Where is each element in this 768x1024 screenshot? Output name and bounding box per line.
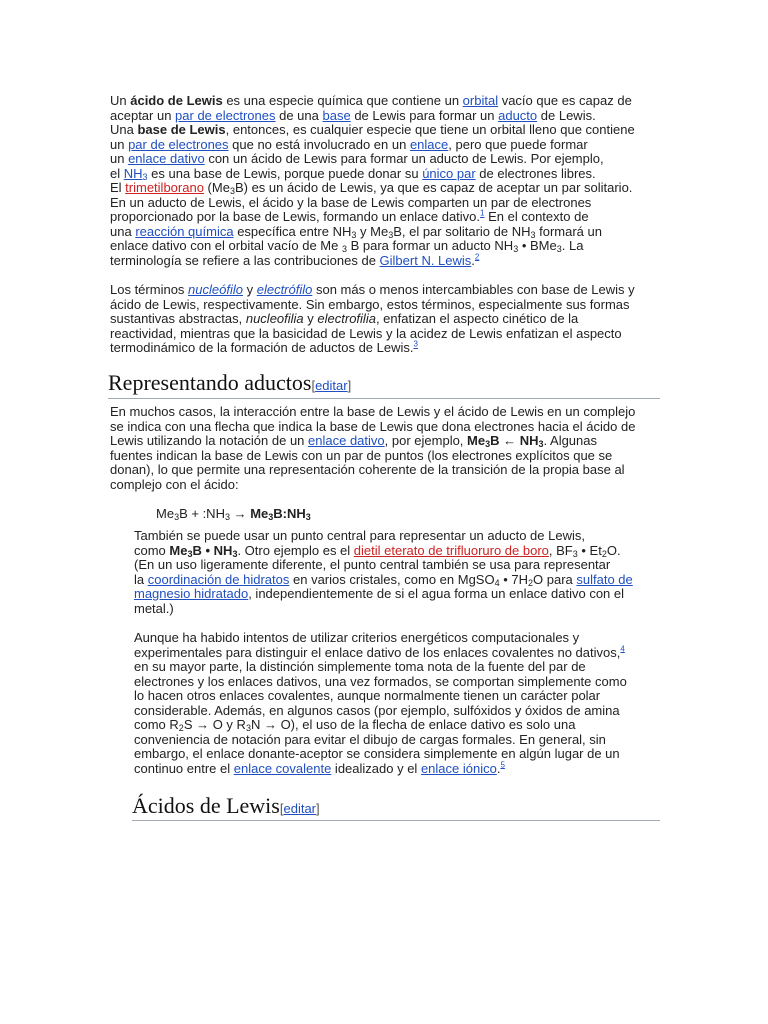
link-enlace-ionico[interactable]: enlace iónico [420, 760, 497, 776]
reference-4[interactable]: 4 [620, 644, 625, 654]
text-line: electrones y los enlaces dativos, una vez formados, se comportan simplemente como [134, 673, 627, 689]
link-par-de-electrones-2[interactable]: par de electrones [128, 136, 229, 152]
link-sulfato-de-magnesio[interactable]: sulfato de [576, 571, 633, 587]
text-line: enlace dativo con el orbital vacío de Me $_3$ B para formar un aducto $NH_3$ • BMe$_3$. La [110, 238, 584, 254]
text-line: fuentes indican la base de Lewis con un par de puntos (los electrones explícitos que se [110, 447, 613, 463]
text-line: En un aducto de Lewis, el ácido y la base de Lewis comparten un par de electrones [110, 194, 592, 210]
text-line: conveniencia de notación para evitar el dibujo de cargas formales. En general, sin [134, 731, 606, 747]
text-line: aceptar un par de electrones de una base de Lewis para formar un aducto de Lewis. [110, 107, 596, 123]
text-line: una reacción química específica entre $NH_3$ y $Me_3B$, el par solitario de $NH_3$ formará un [110, 223, 602, 240]
link-nucleofilo[interactable]: nucleófilo [188, 282, 243, 297]
section-heading-acidos-de-lewis: Ácidos de Lewis[editar] [132, 793, 320, 818]
link-unico-par[interactable]: único par [422, 165, 476, 181]
reference-1[interactable]: 1 [480, 208, 485, 218]
text-line: terminología se refiere a las contribuciones de Gilbert N. Lewis.$^2$ [110, 252, 480, 268]
heading-divider [108, 398, 660, 399]
link-dietil-eterato[interactable]: dietil eterato de trifluoruro de boro [353, 542, 549, 558]
link-coordinacion-de-hidratos[interactable]: coordinación de hidratos [147, 571, 290, 587]
text-line: sustantivas abstractas, nucleofilia y electrofilia, enfatizan el aspecto cinético de la [110, 311, 579, 326]
text-line: embargo, el enlace donante-aceptor se considera simplemente en algún lugar de un [134, 746, 620, 761]
link-enlace[interactable]: enlace [409, 136, 449, 152]
text-line: magnesio hidratado, independientemente de si el agua forma un enlace dativo con el [134, 586, 625, 601]
text-line: continuo entre el enlace covalente idealizado y el enlace iónico.$^5$ [134, 760, 505, 776]
text-line: (En un uso ligeramente diferente, el punto central también se usa para representar [134, 557, 611, 572]
reference-5[interactable]: 5 [500, 760, 505, 770]
link-reaccion-quimica[interactable]: reacción química [135, 223, 234, 239]
text-line: la coordinación de hidratos en varios cristales, como en MgSO$_4$ • $7H_2O$ para sulfato de [134, 571, 633, 588]
text-line: proporcionado por la base de Lewis, formando un enlace dativo.$^1$ En el contexto de [110, 208, 589, 224]
reference-3[interactable]: 3 [413, 339, 418, 349]
text-line: Aunque ha habido intentos de utilizar criterios energéticos computacionales y [134, 630, 580, 645]
text-line: el $NH_3$ es una base de Lewis, porque puede donar su único par de electrones libres. [110, 165, 596, 182]
text-line: experimentales para distinguir el enlace dativo de los enlaces covalentes no dativos,$^4$ [134, 644, 625, 660]
text-line: como $Me_3B$ • $NH_3$. Otro ejemplo es el dietil eterato de trifluoruro de boro, $BF_3$ • $Et_2O$. [134, 542, 621, 559]
text-line: Un ácido de Lewis es una especie química que contiene un orbital vacío que es capaz de [110, 93, 632, 108]
link-par-de-electrones[interactable]: par de electrones [175, 107, 276, 123]
heading-divider [132, 820, 660, 821]
text-line: Los términos nucleófilo y electrófilo son más o menos intercambiables con base de Lewis y [110, 282, 635, 297]
link-aducto[interactable]: aducto [498, 107, 538, 123]
text-line: El trimetilborano $(Me_3B)$ es un ácido de Lewis, ya que es capaz de aceptar un par solitario. [110, 180, 633, 196]
text-line: Una base de Lewis, entonces, es cualquier especie que tiene un orbital lleno que contiene [110, 122, 635, 137]
link-nh3[interactable]: $NH_3$ [123, 165, 148, 182]
text-line: También se puede usar un punto central para representar un aducto de Lewis, [134, 528, 585, 543]
edit-section-bracket: [editar] [279, 801, 320, 816]
link-electrofilo[interactable]: electrófilo [256, 282, 313, 297]
link-gilbert-n-lewis[interactable]: Gilbert N. Lewis [379, 252, 472, 268]
link-orbital[interactable]: orbital [462, 93, 499, 108]
link-enlace-covalente[interactable]: enlace covalente [233, 760, 332, 776]
section-heading-representando-aductos: Representando aductos[editar] [108, 370, 352, 395]
text-line: termodinámico de la formación de aductos de Lewis.$^3$ [110, 339, 418, 355]
link-sulfato-de-magnesio-cont[interactable]: magnesio hidratado [134, 586, 249, 601]
edit-section-link[interactable]: editar [315, 378, 348, 393]
text-line: considerable. Además, en algunos casos (por ejemplo, sulfóxidos y óxidos de amina [134, 702, 620, 718]
text-line: donan), lo que permite una representación coherente de la transición de la propia base al [110, 462, 625, 477]
equation: $Me_3B$ + $:NH_3$ → $Me_3B:NH_3$ [156, 506, 311, 522]
link-enlace-dativo-2[interactable]: enlace dativo [308, 433, 385, 448]
reference-2[interactable]: 2 [474, 252, 480, 262]
edit-section-link[interactable]: editar [283, 801, 317, 816]
link-enlace-dativo[interactable]: enlace dativo [128, 151, 205, 166]
text-line: se indica con una flecha que indica la base de Lewis que dona electrones hacia el ácido de [110, 418, 636, 434]
text-line: reactividad, mientras que la basicidad de Lewis y la acidez de Lewis enfatizan el aspecto [110, 325, 622, 341]
text-line: como $R_2S \to O$ y $R_3N \to O$), el uso de la flecha de enlace dativo es solo una [134, 717, 576, 733]
text-line: ácido de Lewis, respectivamente. Sin embargo, estos términos, especialmente sus formas [110, 296, 630, 312]
text-line: Lewis utilizando la notación de un enlace dativo, por ejemplo, $Me_3B$ ← $NH_3$. Algunas [110, 433, 598, 449]
text-line: un enlace dativo con un ácido de Lewis para formar un aducto de Lewis. Por ejemplo, [110, 151, 604, 166]
text-line: metal.) [134, 600, 174, 616]
link-trimetilborano[interactable]: trimetilborano [125, 180, 204, 195]
text-line: lo hacen otros enlaces covalentes, aunque normalmente tienen un carácter polar [134, 688, 601, 703]
text-line: en su mayor parte, la distinción simplemente toma nota de la fuente del par de [134, 659, 586, 674]
text-line: un par de electrones que no está involucrado en un enlace, pero que puede formar [110, 136, 588, 152]
edit-section-bracket: [editar] [311, 378, 352, 393]
text-line: En muchos casos, la interacción entre la base de Lewis y el ácido de Lewis en un complejo [110, 404, 636, 419]
link-base[interactable]: base [322, 107, 351, 123]
text-line: complejo con el ácido: [110, 476, 239, 492]
